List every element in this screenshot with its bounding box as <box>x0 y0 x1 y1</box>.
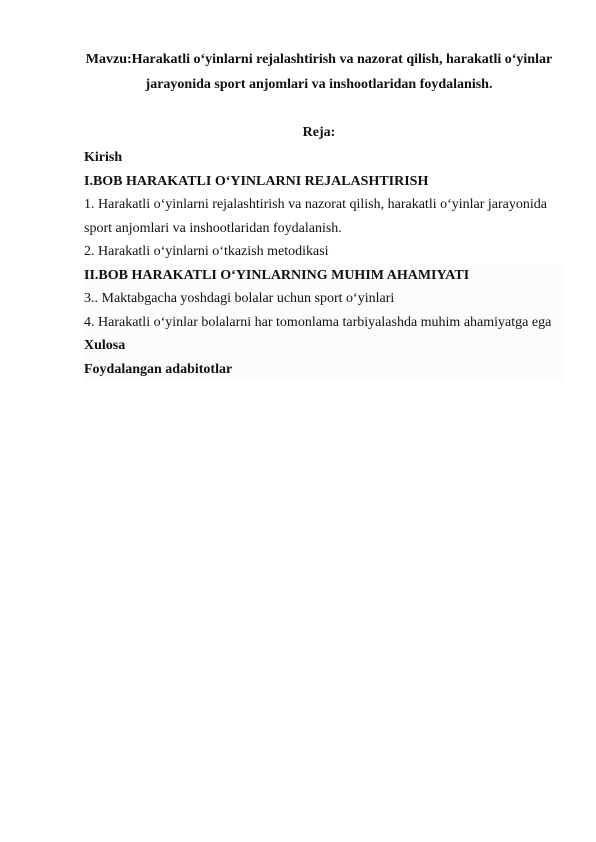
plan-item-intro: Kirish <box>84 150 123 165</box>
plan-item-1-1: 1. Harakatli o‘yinlarni rejalashtirish va nazorat qilish, harakatli o‘yinlar jarayonida <box>84 197 547 212</box>
plan-item-conclusion: Xulosa <box>84 334 564 358</box>
plan-item-1-1-cont: sport anjomlari va inshootlaridan foydalanish. <box>84 220 342 236</box>
title-line-1: Mavzu:Harakatli o‘yinlarni rejalashtirish va nazorat qilish, harakatli o‘yinlar <box>85 52 553 67</box>
plan-item-2-2: 4. Harakatli o‘yinlar bolalarni har tomonlama tarbiyalashda muhim ahamiyatga ega <box>84 311 564 335</box>
plan-item-chapter-1: I.BOB HARAKATLI O‘YINLARNI REJALASHTIRISH <box>84 173 429 189</box>
plan-list <box>84 146 564 381</box>
plan-item-chapter-2: II.BOB HARAKATLI O‘YINLARNING MUHIM AHAMIYATI <box>84 264 564 288</box>
plan-item-2-1: 3.. Maktabgacha yoshdagi bolalar uchun sport o‘yinlari <box>84 287 564 311</box>
document-title <box>84 47 554 97</box>
plan-heading: Reja: <box>302 125 336 140</box>
plan-item-references: Foydalangan adabitotlar <box>84 358 564 382</box>
plan-item-1-2: 2. Harakatli o‘yinlarni o‘tkazish metodikasi <box>84 244 329 259</box>
title-line-2: jarayonida sport anjomlari va inshootlaridan foydalanish. <box>145 77 493 92</box>
